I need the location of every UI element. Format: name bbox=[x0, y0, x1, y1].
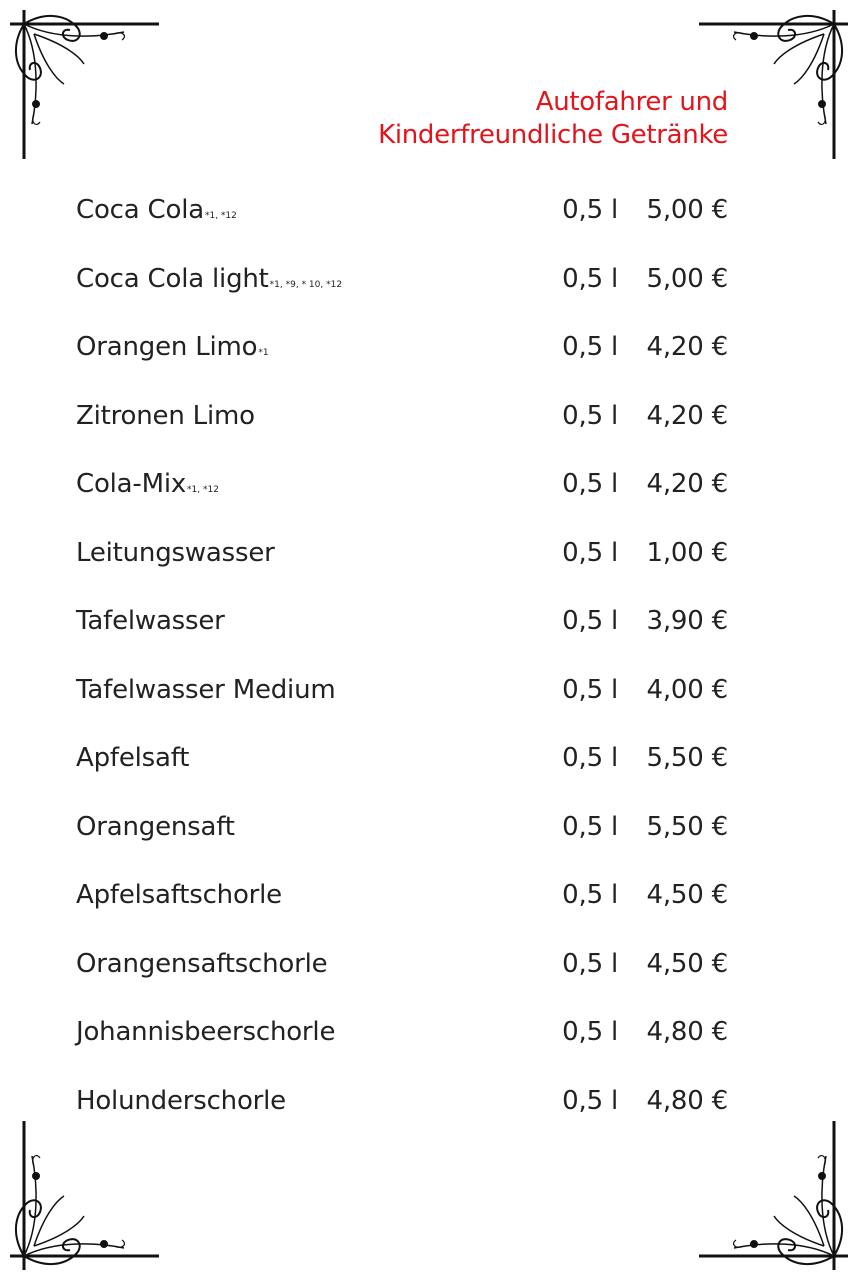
list-item bbox=[76, 875, 728, 944]
item-volume: 0,5 l bbox=[562, 1017, 618, 1047]
item-name: Orangensaft bbox=[76, 811, 235, 842]
item-volume: 0,5 l bbox=[562, 811, 618, 842]
item-volume: 0,5 l bbox=[562, 195, 618, 225]
item-volume: 0,5 l bbox=[562, 332, 618, 362]
item-volume: 0,5 l bbox=[562, 606, 618, 636]
item-name: Apfelsaft bbox=[76, 743, 190, 773]
list-item bbox=[76, 1012, 728, 1081]
list-item bbox=[76, 738, 728, 807]
list-item bbox=[76, 670, 728, 739]
item-additive-note: *1 bbox=[258, 348, 269, 358]
item-volume: 0,5 l bbox=[562, 469, 618, 499]
list-item bbox=[76, 327, 728, 396]
list-item bbox=[76, 190, 728, 259]
item-additive-note: *1, *9, * 10, *12 bbox=[269, 279, 343, 290]
item-name: Holunderschorle bbox=[76, 1085, 286, 1116]
item-price: 3,90 € bbox=[646, 606, 728, 636]
item-name: Apfelsaftschorle bbox=[76, 880, 282, 910]
item-price: 4,20 € bbox=[646, 332, 728, 362]
item-name: Orangensaftschorle bbox=[76, 948, 328, 979]
item-volume: 0,5 l bbox=[562, 263, 618, 294]
corner-ornament-icon bbox=[4, 4, 174, 169]
item-price: 4,20 € bbox=[646, 400, 728, 431]
list-item bbox=[76, 259, 728, 328]
item-name: Cola-Mix*1, *12 bbox=[76, 469, 219, 499]
page-title bbox=[378, 86, 728, 152]
list-item bbox=[76, 601, 728, 670]
item-price: 4,50 € bbox=[646, 880, 728, 910]
item-additive-note: *1, *12 bbox=[187, 485, 219, 495]
item-name: Coca Cola light*1, *9, * 10, *12 bbox=[76, 263, 343, 294]
item-price: 5,50 € bbox=[646, 811, 728, 842]
list-item bbox=[76, 807, 728, 876]
item-volume: 0,5 l bbox=[562, 743, 618, 773]
item-price: 5,00 € bbox=[646, 263, 728, 294]
item-price: 1,00 € bbox=[646, 537, 728, 568]
list-item bbox=[76, 944, 728, 1013]
item-volume: 0,5 l bbox=[562, 1085, 618, 1116]
item-price: 4,80 € bbox=[646, 1017, 728, 1047]
item-price: 5,00 € bbox=[646, 195, 728, 225]
item-name: Zitronen Limo bbox=[76, 400, 255, 431]
title-line-2: Kinderfreundliche Getränke bbox=[378, 120, 728, 150]
title-line-1: Autofahrer und bbox=[535, 87, 728, 117]
item-volume: 0,5 l bbox=[562, 537, 618, 568]
item-name: Tafelwasser bbox=[76, 606, 225, 636]
item-name: Tafelwasser Medium bbox=[76, 674, 336, 705]
list-item bbox=[76, 396, 728, 465]
drinks-list bbox=[76, 190, 728, 1149]
item-name: Orangen Limo*1 bbox=[76, 332, 269, 362]
item-price: 4,20 € bbox=[646, 469, 728, 499]
item-name: Johannisbeerschorle bbox=[76, 1017, 336, 1047]
item-volume: 0,5 l bbox=[562, 400, 618, 431]
item-price: 5,50 € bbox=[646, 743, 728, 773]
list-item bbox=[76, 1081, 728, 1150]
item-name: Coca Cola*1, *12 bbox=[76, 195, 237, 225]
item-volume: 0,5 l bbox=[562, 674, 618, 705]
item-additive-note: *1, *12 bbox=[204, 211, 237, 221]
list-item bbox=[76, 464, 728, 533]
item-price: 4,80 € bbox=[646, 1085, 728, 1116]
item-name: Leitungswasser bbox=[76, 537, 275, 568]
item-price: 4,50 € bbox=[646, 948, 728, 979]
item-volume: 0,5 l bbox=[562, 948, 618, 979]
item-price: 4,00 € bbox=[646, 674, 728, 705]
item-volume: 0,5 l bbox=[562, 880, 618, 910]
list-item bbox=[76, 533, 728, 602]
